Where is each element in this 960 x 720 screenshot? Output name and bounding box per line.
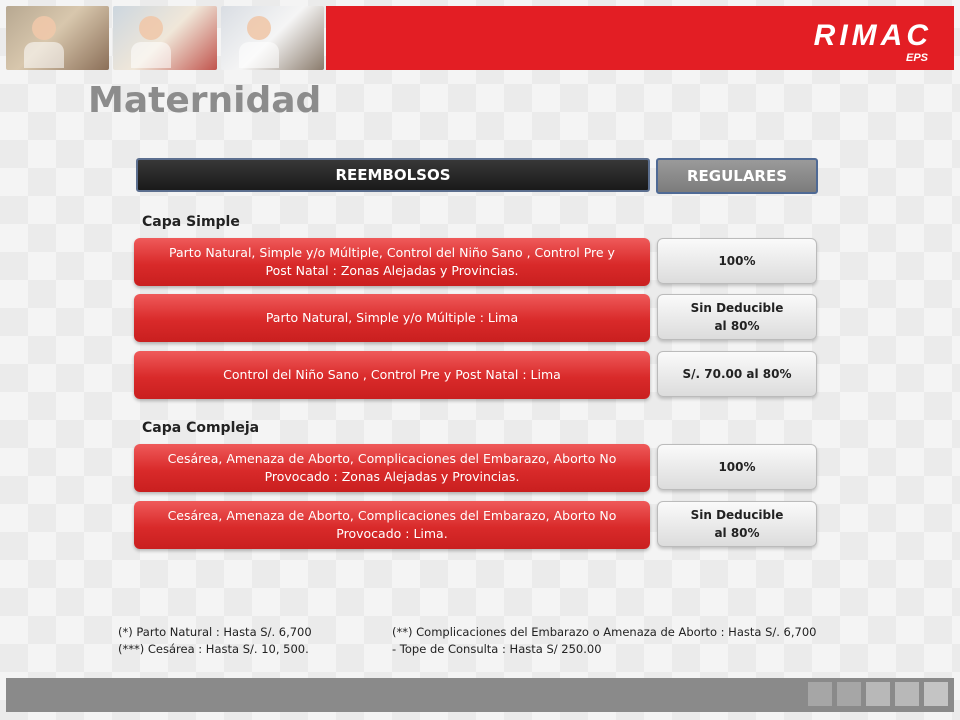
brand-bar [326, 6, 954, 70]
coverage-item-desc: Control del Niño Sano , Control Pre y Post Natal : Lima [134, 351, 650, 399]
regulares-header: REGULARES [656, 158, 818, 194]
reembolsos-header: REEMBOLSOS [136, 158, 650, 192]
coverage-item-value: Sin Deducible al 80% [657, 501, 817, 547]
footnote-left: (*) Parto Natural : Hasta S/. 6,700 (***) Cesárea : Hasta S/. 10, 500. [118, 625, 312, 656]
capa-simple-label: Capa Simple [142, 214, 240, 230]
footnote-right: (**) Complicaciones del Embarazo o Amenaza de Aborto : Hasta S/. 6,700 - Tope de Consulta : Hasta S/ 250.00 [392, 625, 817, 656]
doctor-photo [221, 6, 324, 70]
family-photo [6, 6, 109, 70]
footer-decoration [808, 682, 948, 706]
coverage-item-desc: Parto Natural, Simple y/o Múltiple : Lima [134, 294, 650, 342]
logo-text: RIMAC [813, 19, 932, 52]
coverage-item-value: S/. 70.00 al 80% [657, 351, 817, 397]
capa-compleja-label: Capa Compleja [142, 420, 260, 436]
page-title: Maternidad [88, 80, 322, 121]
child-photo [113, 6, 216, 70]
header-photos [6, 6, 324, 70]
coverage-item-desc: Parto Natural, Simple y/o Múltiple, Control del Niño Sano , Control Pre y Post Natal : Zonas Alejadas y Provincias. [134, 238, 650, 286]
footer-bar [6, 678, 954, 712]
coverage-item-value: Sin Deducible al 80% [657, 294, 817, 340]
coverage-item-desc: Cesárea, Amenaza de Aborto, Complicaciones del Embarazo, Aborto No Provocado : Lima. [134, 501, 650, 549]
logo-subtext: EPS [905, 52, 928, 64]
rimac-logo [814, 20, 932, 64]
coverage-item-desc: Cesárea, Amenaza de Aborto, Complicaciones del Embarazo, Aborto No Provocado : Zonas Alejadas y Provincias. [134, 444, 650, 492]
coverage-item-value: 100% [657, 444, 817, 490]
coverage-item-value: 100% [657, 238, 817, 284]
